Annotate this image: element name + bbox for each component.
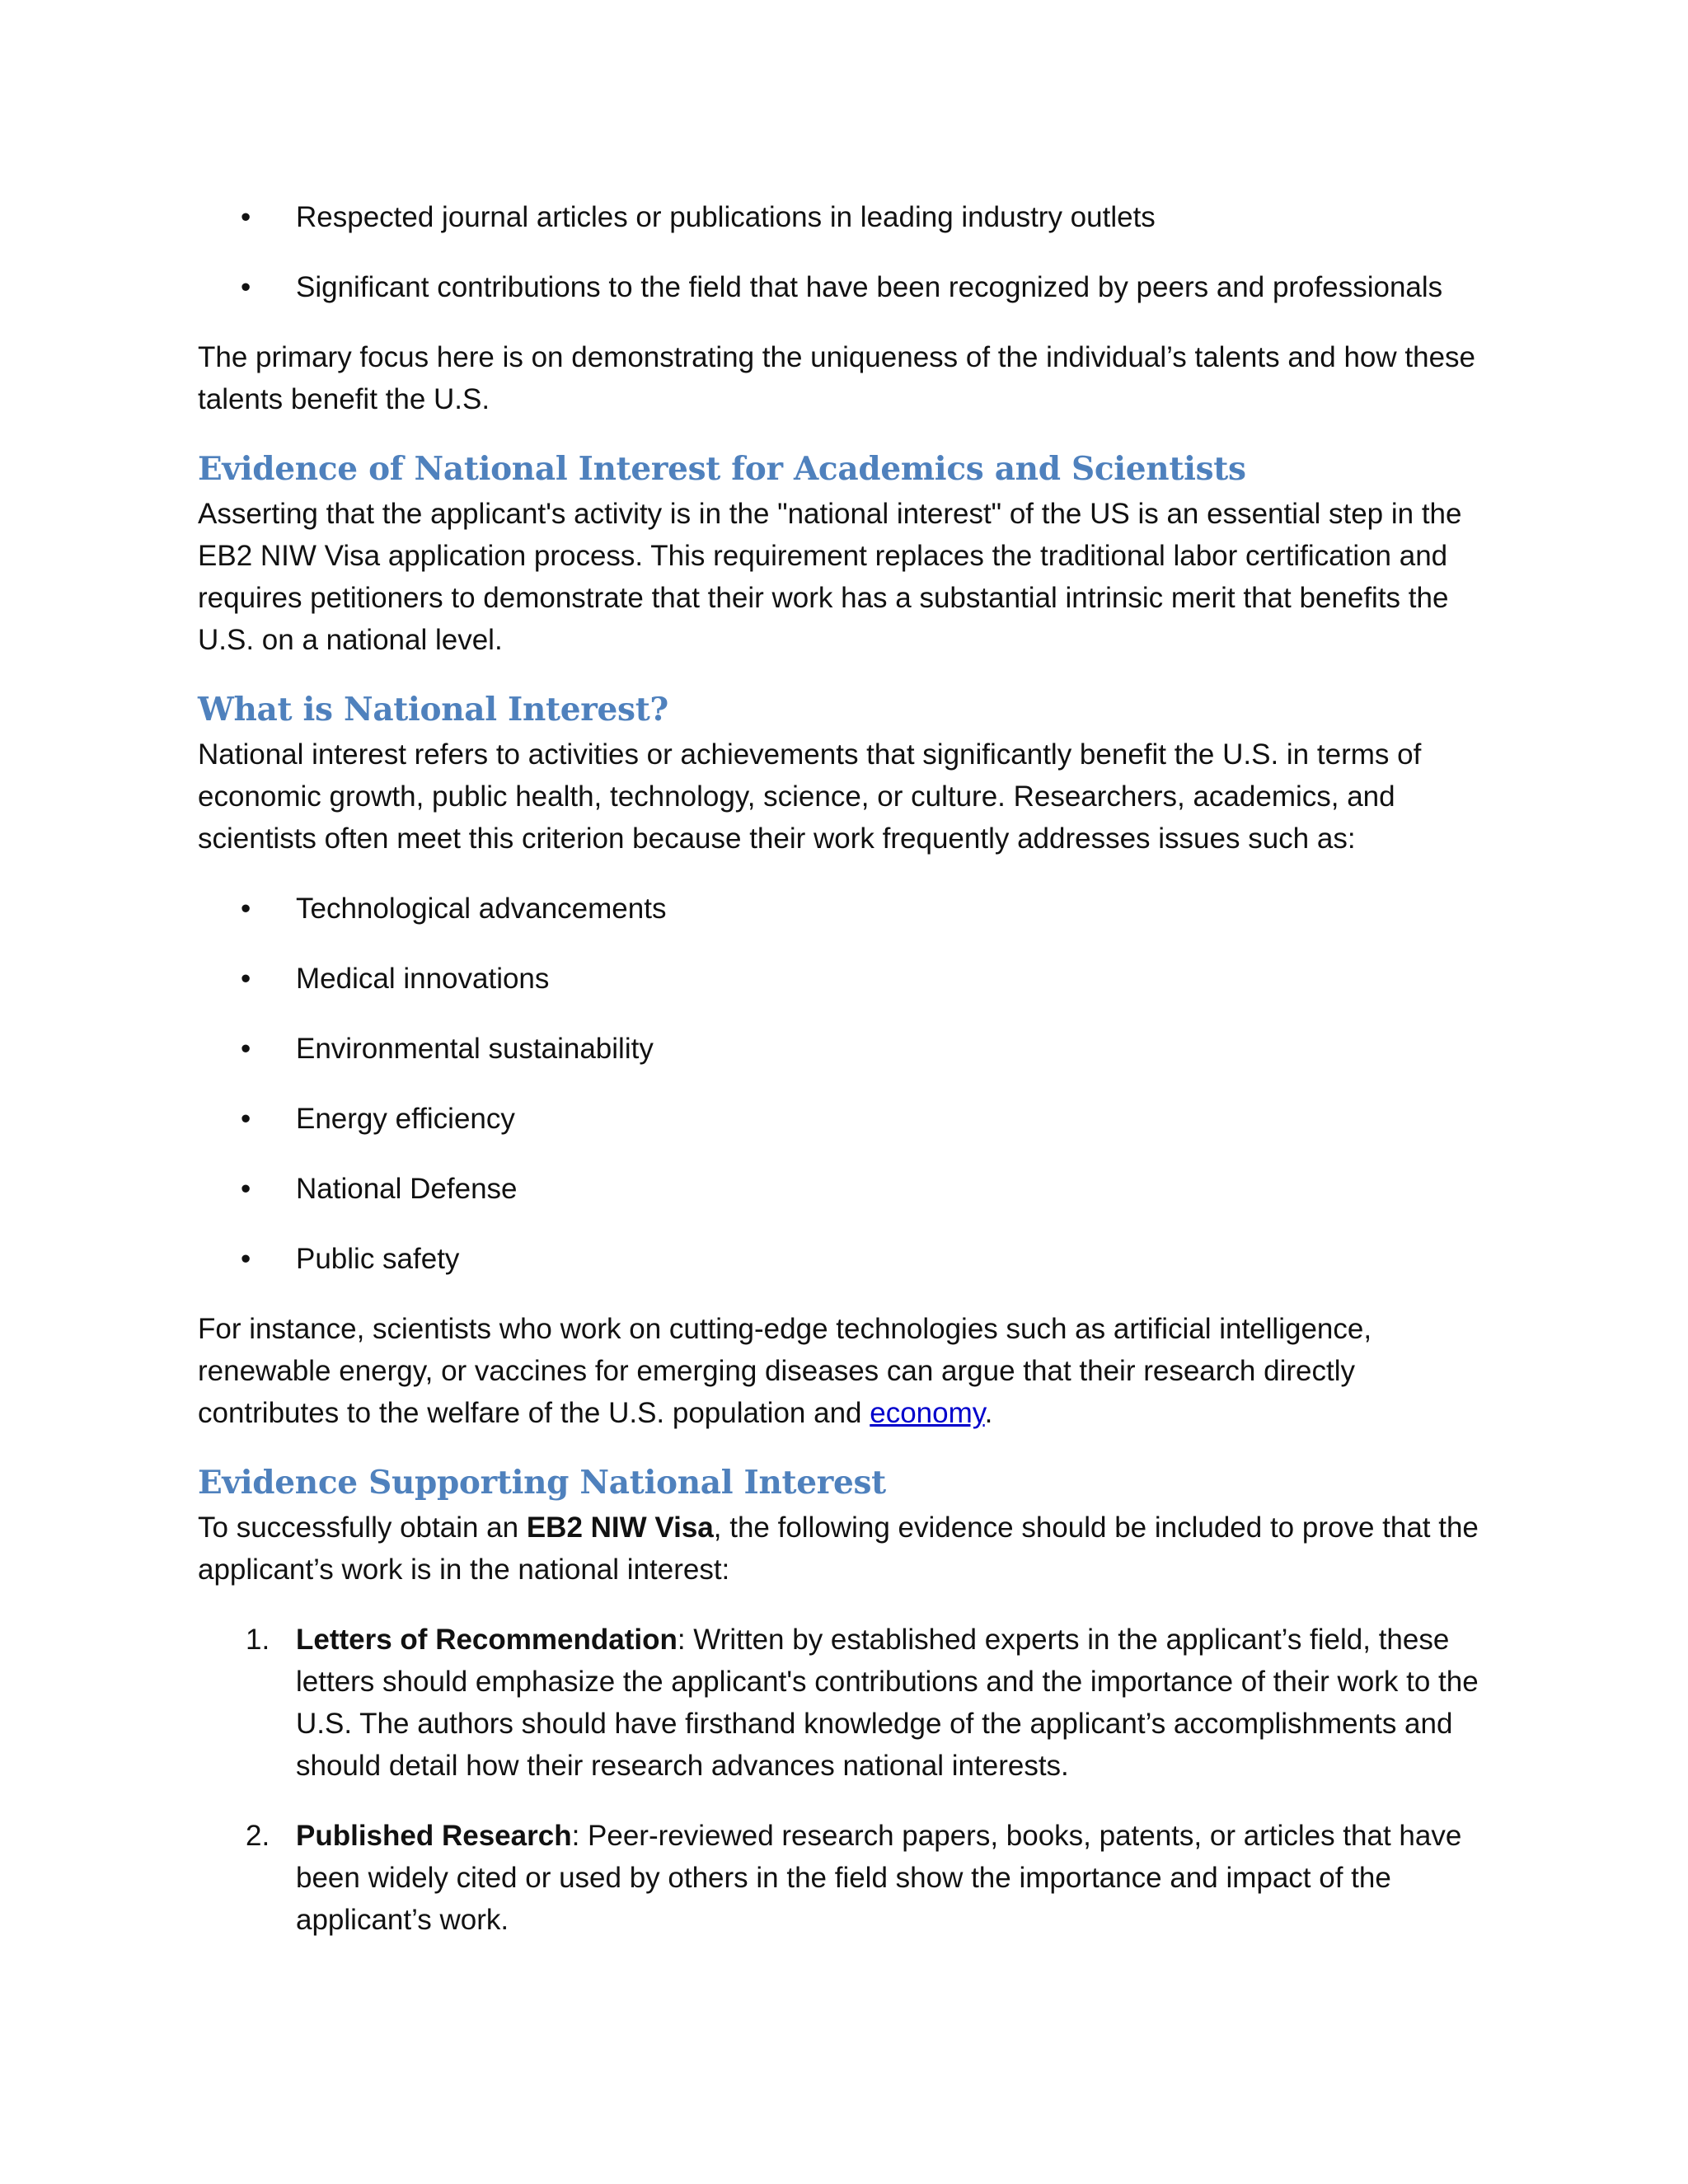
issues-bullet-list: [198, 888, 1500, 1280]
evidence-numbered-list: [198, 1619, 1500, 1941]
paragraph-text: To successfully obtain an: [198, 1511, 527, 1544]
list-number: 2.: [246, 1820, 270, 1852]
bullet-icon: •: [241, 271, 251, 303]
list-number: 1.: [246, 1624, 270, 1656]
section-paragraph: National interest refers to activities or achievements that significantly benefit the U.S. in terms of economic growth, public health, technology, science, or culture. Researchers, academics, and scientists often meet this criterion because their work frequently addresses issues such as:: [198, 738, 1422, 855]
list-item-text: Public safety: [296, 1243, 460, 1275]
bullet-icon: •: [241, 1103, 251, 1135]
list-item: [198, 1028, 1500, 1070]
paragraph-text-end: , the following evidence should be included to prove that the applicant’s work is in the national interest:: [198, 1511, 1479, 1586]
list-item: [198, 1098, 1500, 1140]
example-text: For instance, scientists who work on cutting-edge technologies such as artificial intelligence, renewable energy, or vaccines for emerging diseases can argue that their research directly contributes to the welfare of the U.S. population and: [198, 1313, 1372, 1429]
section-heading-what-is-national-interest: What is National Interest?: [198, 691, 668, 729]
list-item-title: Letters of Recommendation: [296, 1624, 678, 1656]
bullet-icon: •: [241, 1173, 251, 1205]
list-item-text: : Written by established experts in the applicant’s field, these letters should emphasize the applicant's contributions and the importance of their work to the U.S. The authors should have firsthand knowledge of the applicant’s accomplishments and should detail how their research advances national interests.: [296, 1624, 1479, 1782]
example-paragraph: [198, 1308, 1500, 1434]
list-item: [198, 1238, 1500, 1280]
list-item: [198, 958, 1500, 1000]
bullet-icon: •: [241, 963, 251, 995]
list-item-text: Significant contributions to the field that have been recognized by peers and professionals: [296, 271, 1443, 303]
visa-name: EB2 NIW Visa: [526, 1511, 714, 1544]
document-body: [198, 196, 1500, 1969]
intro-paragraph: The primary focus here is on demonstrating the uniqueness of the individual’s talents and how these talents benefit the U.S.: [198, 341, 1475, 415]
list-item: [198, 196, 1500, 238]
section-paragraph: Asserting that the applicant's activity is in the "national interest" of the US is an essential step in the EB2 NIW Visa application process. This requirement replaces the traditional labor certification and requires petitioners to demonstrate that their work has a substantial intrinsic merit that benefits the U.S. on a national level.: [198, 498, 1462, 656]
bullet-icon: •: [241, 1243, 251, 1275]
list-item-text: Medical innovations: [296, 963, 550, 995]
bullet-icon: •: [241, 201, 251, 233]
list-item-text: Respected journal articles or publications in leading industry outlets: [296, 201, 1156, 233]
economy-link[interactable]: economy: [870, 1397, 985, 1429]
list-item-text: Environmental sustainability: [296, 1033, 654, 1065]
section-heading-evidence-supporting: Evidence Supporting National Interest: [198, 1464, 886, 1502]
list-item-text: Energy efficiency: [296, 1103, 515, 1135]
list-item: [198, 1619, 1500, 1787]
list-item-text: : Peer-reviewed research papers, books, patents, or articles that have been widely cited or used by others in the field show the importance and impact of the applicant’s work.: [296, 1820, 1462, 1936]
list-item-text: National Defense: [296, 1173, 518, 1205]
list-item: [198, 1168, 1500, 1210]
section-heading-evidence-academics: Evidence of National Interest for Academics and Scientists: [198, 450, 1246, 488]
example-text-end: .: [984, 1397, 993, 1429]
bullet-icon: •: [241, 1033, 251, 1065]
list-item: [198, 266, 1500, 308]
intro-bullet-list: [198, 196, 1500, 308]
list-item: [198, 888, 1500, 930]
section-paragraph: [198, 1507, 1500, 1591]
list-item-title: Published Research: [296, 1820, 572, 1852]
list-item: [198, 1815, 1500, 1941]
bullet-icon: •: [241, 893, 251, 925]
list-item-text: Technological advancements: [296, 893, 667, 925]
